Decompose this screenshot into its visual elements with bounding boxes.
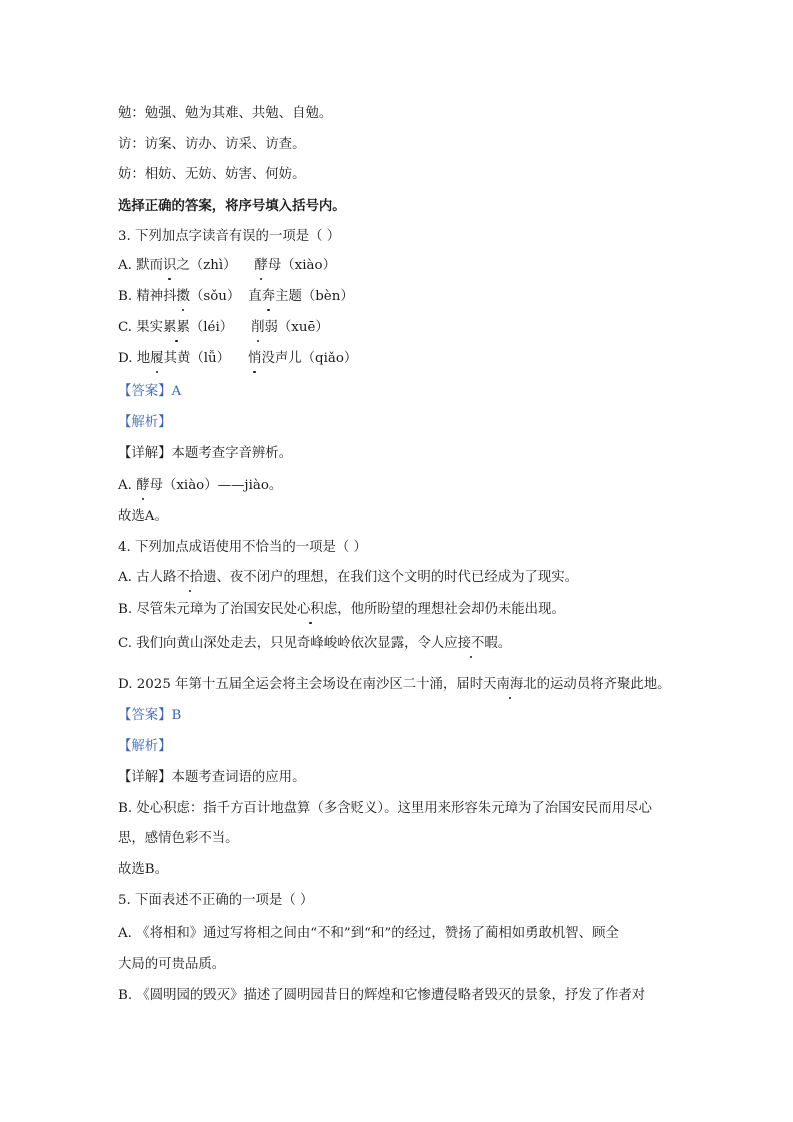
question-4-option-d: D. 2025 年第十五届全运会将主会场设在南沙区二十涌，届时天南海北的运动员将齐聚此地。 <box>118 675 671 695</box>
question-3-option-b: B. 精神抖擞（sǒu） 直奔主题（bèn） <box>118 287 354 307</box>
detail-4: 【详解】本题考查词语的应用。 <box>118 770 306 785</box>
question-3-stem: 3. 下列加点字读音有误的一项是（ ） <box>118 229 341 244</box>
paragraph-mian: 勉：勉强、勉为其难、共勉、自勉。 <box>118 106 333 121</box>
selection-3: 故选A。 <box>118 509 168 524</box>
question-3-option-d: D. 地履其黄（lǚ） 悄没声儿（qiǎo） <box>118 349 357 369</box>
detail-3: 【详解】本题考查字音辨析。 <box>118 446 293 461</box>
question-4-option-c: C. 我们向黄山深处走去，只见奇峰峻岭依次显露，令人应接不暇。 <box>118 634 511 654</box>
selection-4: 故选B。 <box>118 862 169 877</box>
explanation-4-line-2: 思，感情色彩不当。 <box>118 831 239 846</box>
question-4-option-a: A. 古人路不拾遗、夜不闭户的理想，在我们这个文明的时代已经成为了现实。 <box>118 568 578 588</box>
question-3-option-a: A. 默而识之（zhì） 酵母（xiào） <box>118 256 336 276</box>
question-5-option-a-line-1: A. 《将相和》通过写将相之间由“不和”到“和”的经过，赞扬了蔺相如勇敢机智、顾全 <box>118 926 619 941</box>
question-5-stem: 5. 下面表述不正确的一项是（ ） <box>118 893 314 908</box>
analysis-3-heading: 【解析】 <box>118 415 172 430</box>
answer-3: 【答案】A <box>118 384 182 399</box>
paragraph-fang-visit: 访：访案、访办、访采、访查。 <box>118 137 306 152</box>
question-5-option-a-line-2: 大局的可贵品质。 <box>118 957 226 972</box>
answer-4: 【答案】B <box>118 708 182 723</box>
question-3-option-c: C. 果实累累（léi） 削弱（xuē） <box>118 318 329 338</box>
question-4-stem: 4. 下列加点成语使用不恰当的一项是（ ） <box>118 540 367 555</box>
explanation-4-line-1: B. 处心积虑：指千方百计地盘算（多含贬义）。这里用来形容朱元璋为了治国安民而用尽心 <box>118 801 652 816</box>
question-4-option-b: B. 尽管朱元璋为了治国安民处心积虑，他所盼望的理想社会却仍未能出现。 <box>118 600 565 620</box>
question-5-option-b-line-1: B. 《圆明园的毁灭》描述了圆明园昔日的辉煌和它惨遭侵略者毁灭的景象，抒发了作者对 <box>118 988 646 1003</box>
paragraph-fang-hinder: 妨：相妨、无妨、妨害、何妨。 <box>118 167 306 182</box>
section-instruction: 选择正确的答案，将序号填入括号内。 <box>118 198 346 214</box>
analysis-4-heading: 【解析】 <box>118 739 172 754</box>
explanation-3: A. 酵母（xiào）——jiào。 <box>118 476 282 496</box>
